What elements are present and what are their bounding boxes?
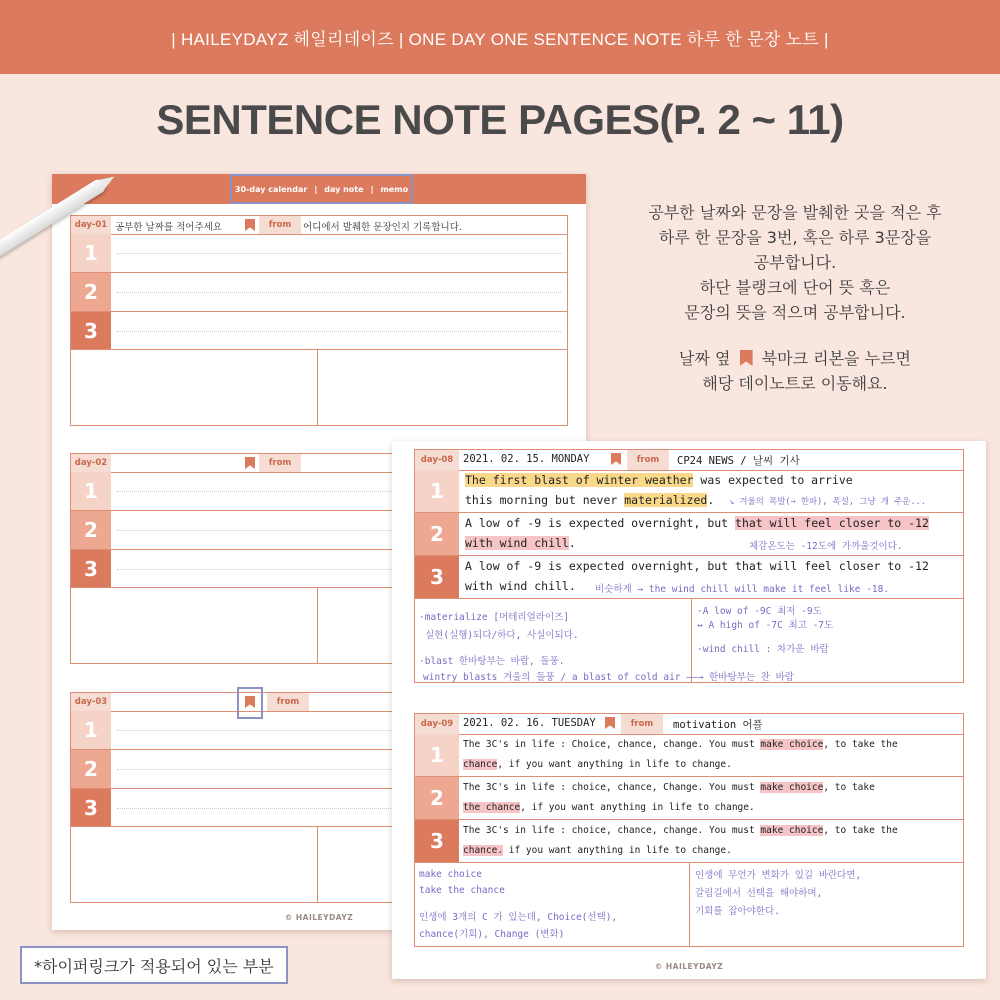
sentence-text: , to take the [823,825,898,836]
nav-separator: | [370,184,374,194]
sentence-line [463,845,732,856]
from-hint: 어디에서 발췌한 문장인지 기록합니다. [303,222,462,233]
memo-line: 기회를 잡아야한다. [695,906,780,917]
sentence-line [465,493,714,507]
nav-daynote-link[interactable]: day note [324,184,364,194]
memo-area [71,350,567,425]
memo-divider [317,350,318,425]
sentence-line [465,516,929,530]
day-header-row [71,216,567,235]
day-block-01 [70,215,568,426]
row-number: 3 [71,550,111,587]
row-number: 1 [71,711,111,749]
memo-line: 인생에 무언가 변화가 있길 바란다면, [695,870,862,881]
row-number: 2 [71,273,111,311]
bookmark-icon[interactable] [245,219,255,231]
right-page-example [392,441,986,979]
sentence-row-2 [71,273,567,312]
memo-divider [317,827,318,902]
sentence-line: with wind chill. [465,579,576,593]
entry-source: CP24 NEWS / 날씨 기사 [677,455,800,467]
sentence-row-1 [415,734,963,777]
description-line: 해당 데이노트로 이동해요. [702,374,888,393]
sentence-text: , to take the [823,739,898,750]
highlighted-phrase: make choice [760,782,824,793]
description-line: 하단 블랭크에 단어 뜻 혹은 [699,278,891,297]
description-line [600,346,990,371]
day-label: day-01 [71,216,111,234]
sentence-text: The 3C's in life : Choice, chance, change. You must [463,739,761,750]
sentence-row-1 [415,470,963,513]
sentence-row-2 [415,777,963,820]
sentence-line [463,825,898,836]
sentence-text: . [707,493,715,507]
highlighted-phrase: The first blast of winter weather [465,473,694,487]
description-text-part: 북마크 리본을 누르면 [761,349,911,368]
highlighted-phrase: that will feel closer to -12 [735,516,929,530]
highlighted-phrase: chance. [463,845,504,856]
memo-divider [317,588,318,663]
row-number: 1 [71,472,111,510]
memo-area [415,599,963,682]
sentence-line [465,536,576,550]
memo-line: 실현(실행)되다/하다, 사실이되다. [425,630,579,641]
sentence-line [463,759,732,770]
entry-date: 2021. 02. 15. MONDAY [463,453,590,465]
from-label: from [621,714,663,734]
sentence-row-2 [415,513,963,556]
highlighted-phrase: with wind chill [465,536,569,550]
day-header-row [415,714,963,735]
sentence-line [463,802,755,813]
day-label: day-08 [415,450,459,470]
sentence-annotation: 비슷하게 → the wind chill will make it feel like -18. [595,584,890,595]
memo-line: ·A low of -9C 최저 -9도 [697,606,822,617]
row-number: 3 [415,820,459,862]
bookmark-ribbon-icon [740,350,753,366]
from-label: from [259,216,301,234]
bookmark-icon[interactable] [611,453,621,465]
nav-memo-link[interactable]: memo [380,184,409,194]
row-number: 1 [71,234,111,272]
header-banner [0,0,1000,74]
from-label: from [627,450,669,470]
sentence-text: was expected to arrive [693,473,853,487]
row-number: 2 [71,750,111,788]
sentence-text: A low of -9 is expected overnight, but [465,516,736,530]
description-text-part: 날짜 옆 [679,349,731,368]
memo-line: chance(기회), Change (변화) [419,929,565,940]
highlighted-phrase: chance [463,759,498,770]
highlighted-phrase: make choice [760,739,824,750]
sentence-row-3 [71,312,567,350]
entry-source: motivation 어플 [673,719,763,731]
day-block-09 [414,713,964,947]
date-hint: 공부한 날짜를 적어주세요 [115,222,222,233]
day-label: day-03 [71,693,111,711]
sentence-annotation: 체감온도는 -12도에 가까울것이다. [749,541,903,552]
entry-date: 2021. 02. 16. TUESDAY [463,717,596,729]
memo-line [423,669,794,683]
sentence-text: . [568,536,576,550]
day-header-row [415,450,963,471]
memo-divider [689,863,690,946]
dotted-line [117,292,561,293]
sentence-text: this morning but never [465,493,625,507]
nav-hyperlink-box[interactable] [230,174,413,204]
sentence-text: , if you want anything in life to change. [520,802,755,813]
highlighted-phrase: make choice [760,825,824,836]
description-line: 공부한 날짜와 문장을 발췌한 곳을 적은 후 [648,203,942,222]
banner-text: | HAILEYDAYZ 헤일리데이즈 | ONE DAY ONE SENTENCE NOTE 하루 한 문장 노트 | [171,29,829,49]
sentence-line [463,739,898,750]
day-block-08 [414,449,964,683]
memo-line: ·materialize [머테리얼라이즈] [419,612,570,623]
memo-area [415,863,963,946]
description-line: 공부합니다. [753,253,837,272]
memo-line: make choice [419,869,482,880]
sentence-annotation: ↘ 겨울의 폭발(→ 한파), 폭설, 그냥 개 주운... [729,497,926,507]
description-line: 문장의 뜻을 적으며 공부합니다. [684,303,906,322]
bookmark-icon[interactable] [605,717,615,729]
page-title: SENTENCE NOTE PAGES(P. 2 ~ 11) [156,96,844,143]
from-label: from [259,454,301,472]
highlighted-phrase: materialized [624,493,708,507]
row-number: 3 [71,789,111,826]
sentence-text: , if you want anything in life to change. [497,759,732,770]
page-footer: © HAILEYDAYZ [284,913,354,922]
sentence-text: , to take [823,782,875,793]
day-label: day-02 [71,454,111,472]
day-label: day-09 [415,714,459,734]
sentence-line [465,473,853,487]
page-footer: © HAILEYDAYZ [654,962,724,971]
nav-calendar-link[interactable]: 30-day calendar [234,184,308,194]
memo-line: ·wind chill : 차가운 바람 [697,644,829,655]
row-number: 2 [415,777,459,819]
from-label: from [267,693,309,711]
sentence-text: The 3C's in life : choice, chance, change. You must [463,825,761,836]
sentence-line: A low of -9 is expected overnight, but that will feel closer to -12 [465,559,929,573]
row-number: 3 [71,312,111,349]
dotted-line [117,331,561,332]
bookmark-icon[interactable] [245,457,255,469]
row-number: 3 [415,556,459,598]
memo-line: 갈림길에서 선택을 해야하며, [695,888,823,899]
description-text [600,200,990,396]
sentence-row-3 [415,556,963,599]
sentence-row-1 [71,234,567,273]
hyperlink-note: *하이퍼링크가 적용되어 있는 부분 [20,946,288,984]
memo-text: wintry blasts 겨울의 돌풍 / a blast of cold air [423,672,681,683]
memo-line: 인생에 3개의 C 가 있는데, Choice(선택), [419,912,618,923]
sentence-text: The 3C's in life : choice, chance, Change. You must [463,782,761,793]
sentence-line [463,782,875,793]
row-number: 1 [415,470,459,512]
nav-separator: | [314,184,318,194]
highlighted-phrase: the chance [463,802,521,813]
memo-line: ↔ A high of -7C 최고 -7도 [697,620,834,631]
sentence-text: if you want anything in life to change. [503,845,732,856]
memo-text: ——→ 한바탕부는 찬 바람 [686,672,794,683]
description-line: 하루 한 문장을 3번, 혹은 하루 3문장을 [658,228,932,247]
description-spacer [600,325,990,346]
row-number: 2 [71,511,111,549]
row-number: 2 [415,513,459,555]
row-number: 1 [415,734,459,776]
memo-line: take the chance [419,885,505,896]
memo-line: ·blast 한바탕부는 바람, 돌풍. [419,656,565,667]
sentence-row-3 [415,820,963,863]
dotted-line [117,253,561,254]
